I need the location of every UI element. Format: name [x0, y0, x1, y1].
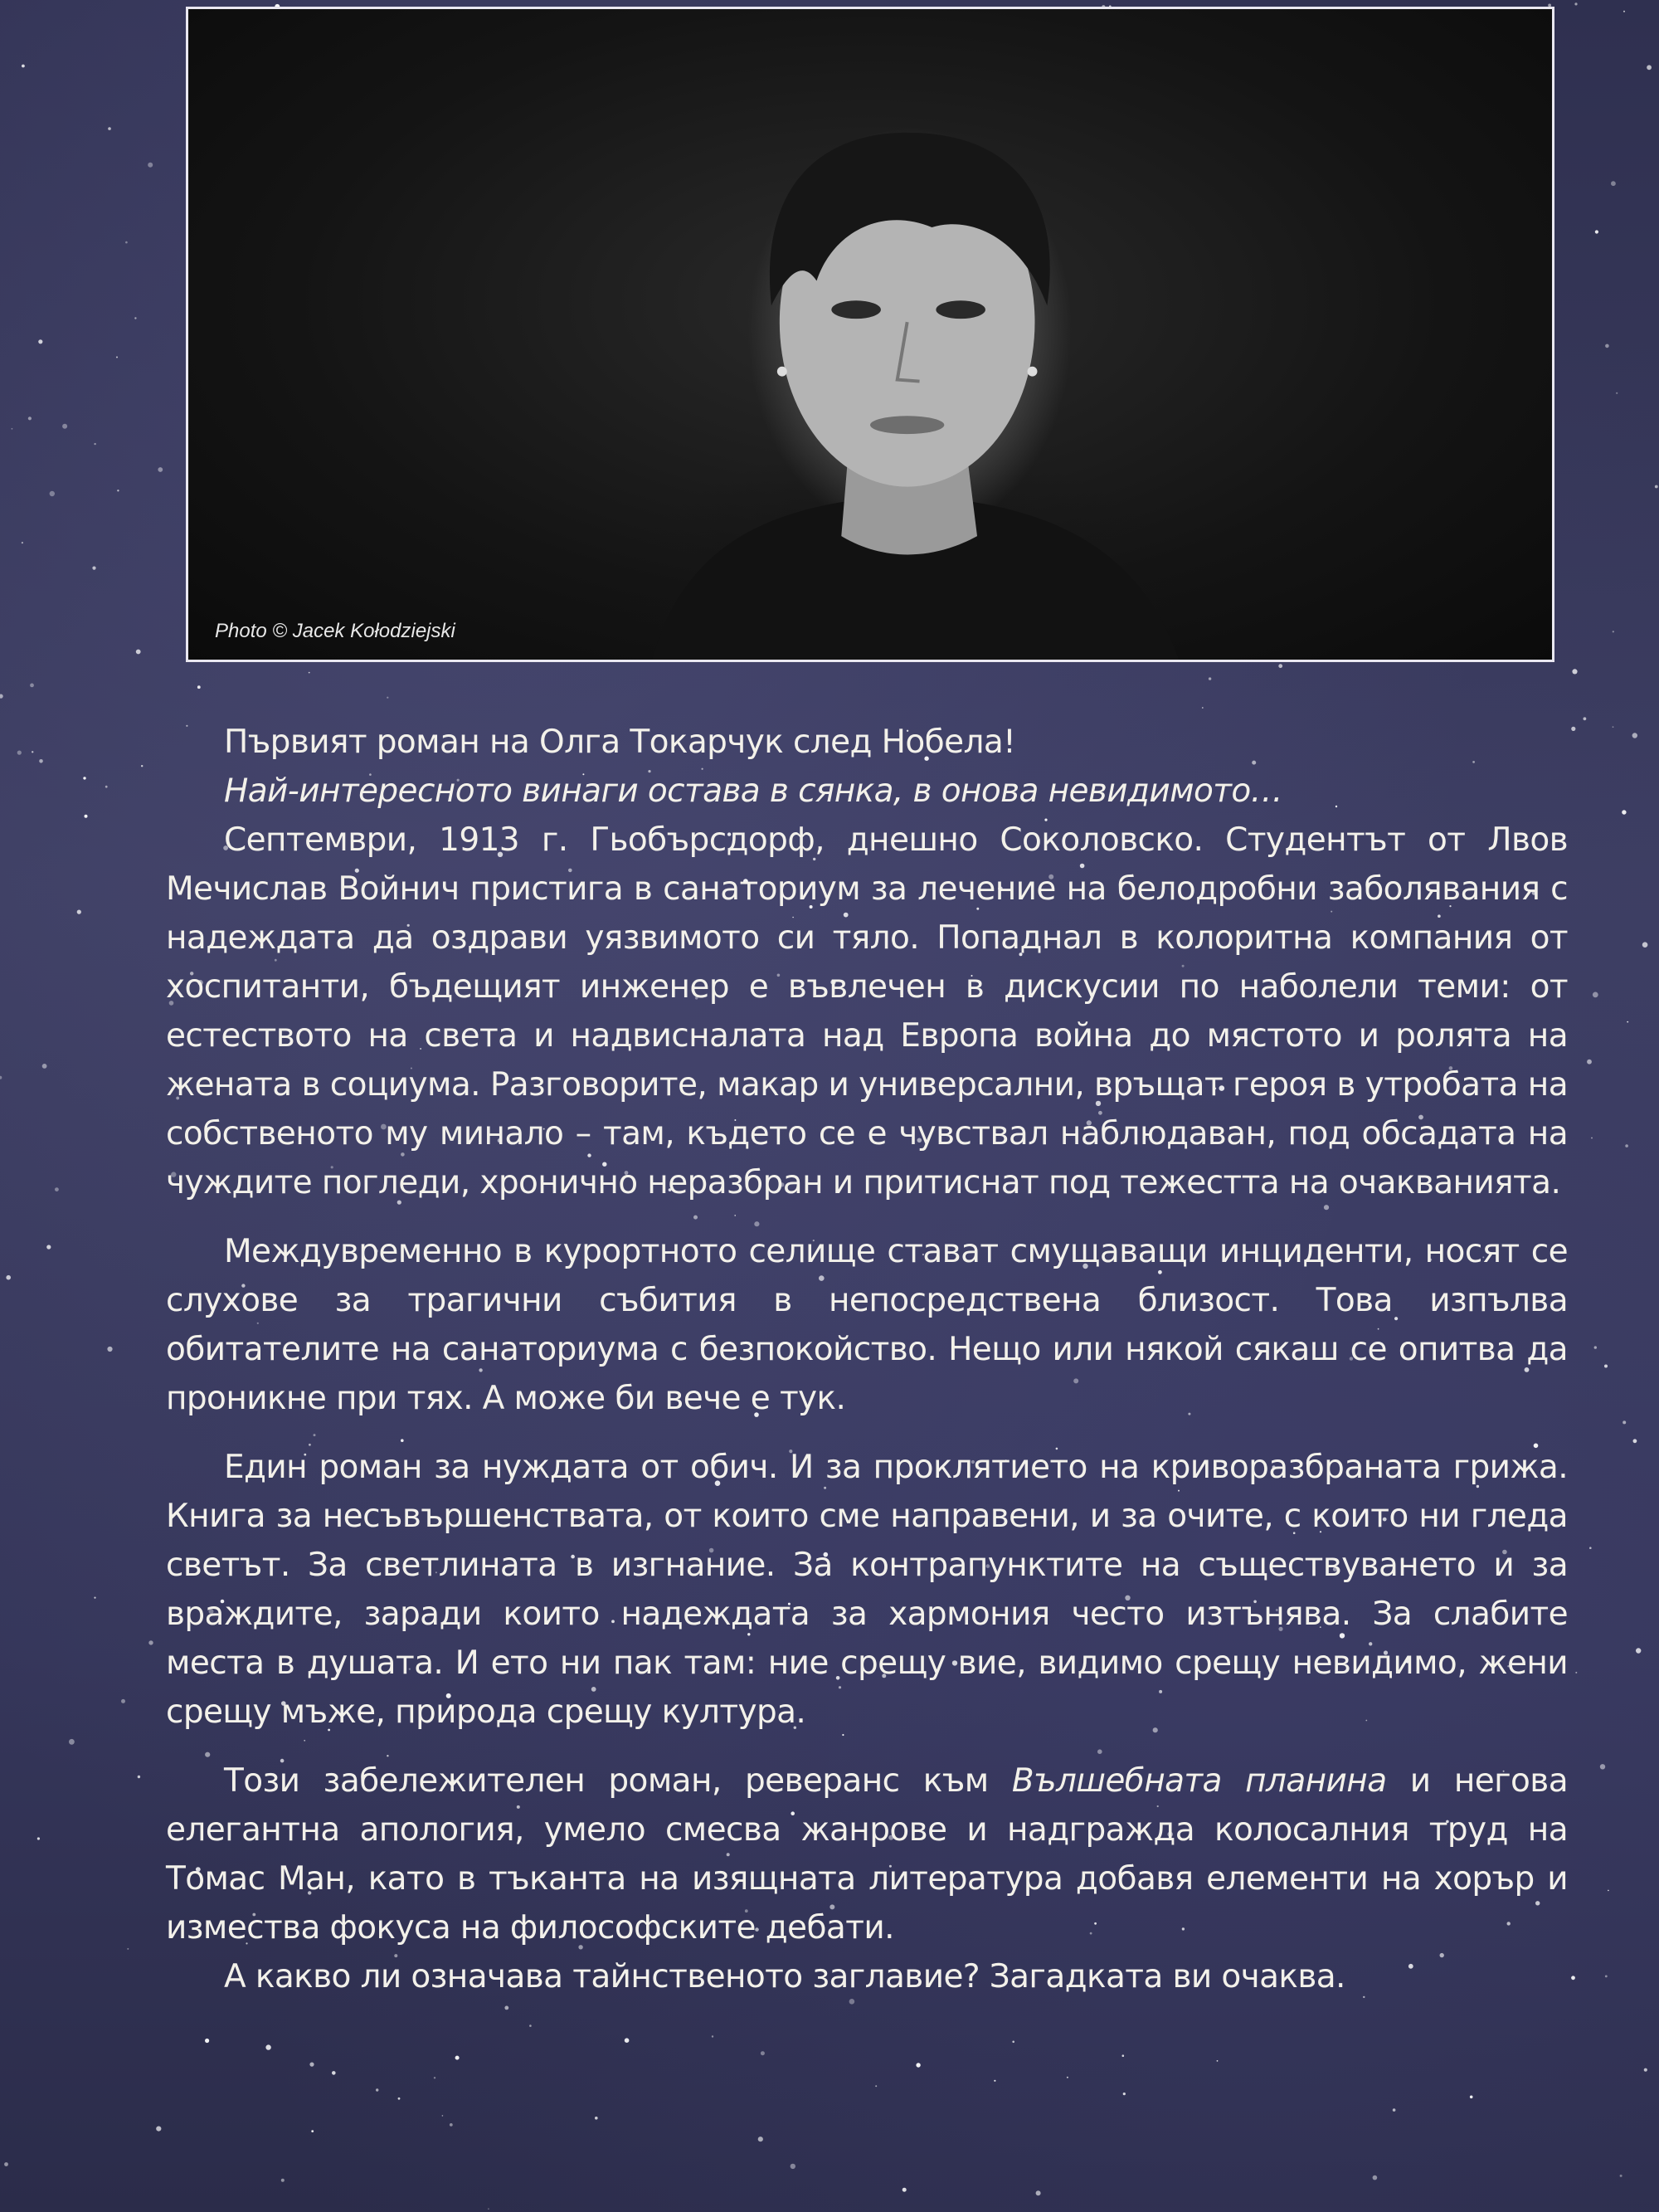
star [85, 815, 88, 818]
star [265, 2044, 270, 2049]
star [148, 163, 153, 168]
star [1636, 1648, 1641, 1653]
star [332, 2071, 336, 2075]
star [94, 443, 95, 445]
star [1616, 392, 1618, 394]
star [22, 65, 25, 68]
paragraph-2: Междувременно в курортното селище стават смущаващи инциденти, носят се слухове за трагични събития в непосредствена близост. Това изпълва обитателите на санаториума с безпокойство. Нещо или някой сякаш се опитва да проникне при тях. А може би вече е тук. [166, 1233, 1568, 1417]
star [17, 751, 22, 755]
star [1613, 726, 1614, 728]
star [205, 2039, 209, 2043]
star [1584, 717, 1587, 720]
star [92, 567, 95, 570]
star [1625, 1144, 1628, 1147]
star [1627, 1021, 1628, 1023]
star [1622, 810, 1626, 814]
star [1209, 677, 1211, 680]
star [994, 2080, 995, 2082]
star [1623, 11, 1625, 12]
star [136, 650, 141, 655]
star [398, 2098, 401, 2100]
paragraph-4-end: и негова елегантна апология, умело смесва жанрове и надгражда колосалния труд на Томас Ман, като в тъканта на изящната литература добавя елементи на хорър и измества фокуса на философските дебати. [166, 1762, 1568, 1946]
star [1623, 1420, 1626, 1424]
star [1604, 1365, 1608, 1368]
star [94, 1597, 95, 1599]
paragraph-1: Септември, 1913 г. Гьобърсдорф, днешно Соколовско. Студентът от Лвов Мечислав Войнич пристига в санаториум за лечение на белодробни заболявания с надеждата да оздрави уязвимото си тяло. Попаднал в колоритна компания от хоспитанти, бъдещият инженер е въвлечен в дискусии по наболели теми: от естеството на света и надвисналата над Европа война до мястото и ролята на жената в социума. Разговорите, макар и универсални, връщат героя в утробата на собственото му минало – там, където се е чувствал наблюдаван, под обсадата на чуждите погледи, хронично неразбран и притиснат под тежестта на очакванията. [166, 821, 1568, 1201]
star [387, 697, 388, 699]
star [28, 417, 32, 420]
book-title-reference: Вълшебната планина [1011, 1762, 1387, 1800]
star [39, 759, 43, 763]
star [712, 2035, 713, 2037]
star [62, 424, 67, 429]
back-cover-text [166, 718, 1568, 2001]
star [46, 1245, 51, 1249]
star [309, 672, 310, 674]
star [1633, 1439, 1637, 1443]
star [117, 490, 119, 491]
star [134, 317, 136, 319]
star [1655, 485, 1658, 489]
star [1373, 2175, 1378, 2180]
star [311, 2130, 314, 2132]
star [121, 1699, 125, 1703]
star [595, 2117, 598, 2120]
star [50, 491, 55, 496]
star [0, 1076, 2, 1079]
headline: Първият роман на Олга Токарчук след Нобела! [224, 724, 1016, 761]
star [148, 1640, 153, 1644]
star [141, 765, 143, 767]
star [916, 2063, 920, 2067]
star [1123, 2093, 1126, 2095]
star [1587, 1060, 1592, 1065]
star [138, 1776, 140, 1778]
star [1593, 992, 1598, 998]
star [1611, 181, 1616, 186]
star [758, 2136, 763, 2141]
star [1470, 2096, 1473, 2099]
star [1620, 2175, 1623, 2177]
star [32, 751, 33, 753]
star [529, 2024, 532, 2027]
star [30, 684, 34, 688]
portrait-image [188, 9, 1552, 660]
star [38, 339, 42, 343]
star [1613, 631, 1614, 632]
star [1572, 669, 1577, 674]
author-photo [186, 7, 1554, 662]
star [107, 1347, 112, 1352]
star [625, 2038, 630, 2043]
star [83, 777, 85, 779]
star [1122, 2054, 1125, 2057]
star [127, 1948, 129, 1950]
star [309, 2063, 314, 2067]
star [791, 2164, 795, 2169]
star [1202, 707, 1204, 709]
star [761, 2051, 765, 2055]
star [450, 2123, 453, 2127]
star [116, 357, 118, 358]
star [455, 2056, 460, 2060]
star [158, 467, 163, 472]
star [902, 2188, 907, 2192]
star [1595, 230, 1598, 233]
star [6, 1275, 11, 1280]
paragraph-3: Един роман за нуждата от обич. И за проклятието на криворазбраната грижа. Книга за несъвършенствата, от които сме направени, и за очите, с които ни гледа светът. За светлината в изгнание. За контрапунктите на съществуването и за враждите, заради които надеждата за хармония често изтънява. За слабите места в душата. И ето ни пак там: ние срещу вие, видимо срещу невидимо, жени срещу мъже, природа срещу култура. [166, 1449, 1568, 1731]
star [1571, 727, 1575, 731]
star [488, 2208, 489, 2210]
star [1632, 733, 1637, 738]
tagline: Най-интересното винаги остава в сянка, в онова невидимото… [224, 772, 1283, 810]
star [1393, 2108, 1396, 2112]
star [1217, 2060, 1219, 2062]
star [197, 685, 201, 689]
star [875, 2085, 877, 2087]
star [69, 1739, 75, 1745]
star [1647, 65, 1652, 70]
star [1574, 2, 1577, 5]
star [1600, 1764, 1605, 1769]
star [42, 1064, 47, 1069]
star [22, 542, 23, 543]
star [1067, 2077, 1068, 2078]
paragraph-4 [166, 1756, 1568, 1952]
star [504, 2006, 508, 2010]
star [1278, 664, 1282, 668]
star [1605, 1976, 1608, 1978]
star [108, 127, 111, 130]
star [77, 910, 81, 914]
paragraph-4-start: Този забележителен роман, реверанс към [224, 1762, 1012, 1800]
star [1605, 344, 1609, 348]
star [281, 2179, 285, 2182]
star [1608, 1890, 1609, 1892]
star [1036, 2190, 1041, 2195]
star [105, 786, 108, 788]
star [1575, 1672, 1577, 1674]
star [1012, 2041, 1014, 2044]
star [55, 1187, 59, 1191]
star [0, 694, 3, 699]
star [4, 2162, 8, 2166]
star [1594, 1346, 1597, 1348]
star [1642, 942, 1648, 948]
star [1571, 1976, 1575, 1980]
star [12, 428, 13, 430]
star [434, 2077, 435, 2078]
star [1591, 1138, 1593, 1139]
star [376, 2088, 378, 2091]
star [37, 1837, 40, 1839]
closing-line: А какво ли означава тайнственото заглавие? Загадката ви очаква. [224, 1958, 1345, 1995]
star [1644, 2068, 1647, 2072]
photo-credit: Photo © Jacek Kołodziejski [215, 620, 455, 642]
star [125, 241, 128, 244]
star [1589, 1547, 1592, 1549]
star [156, 2127, 161, 2132]
star [442, 2115, 444, 2117]
